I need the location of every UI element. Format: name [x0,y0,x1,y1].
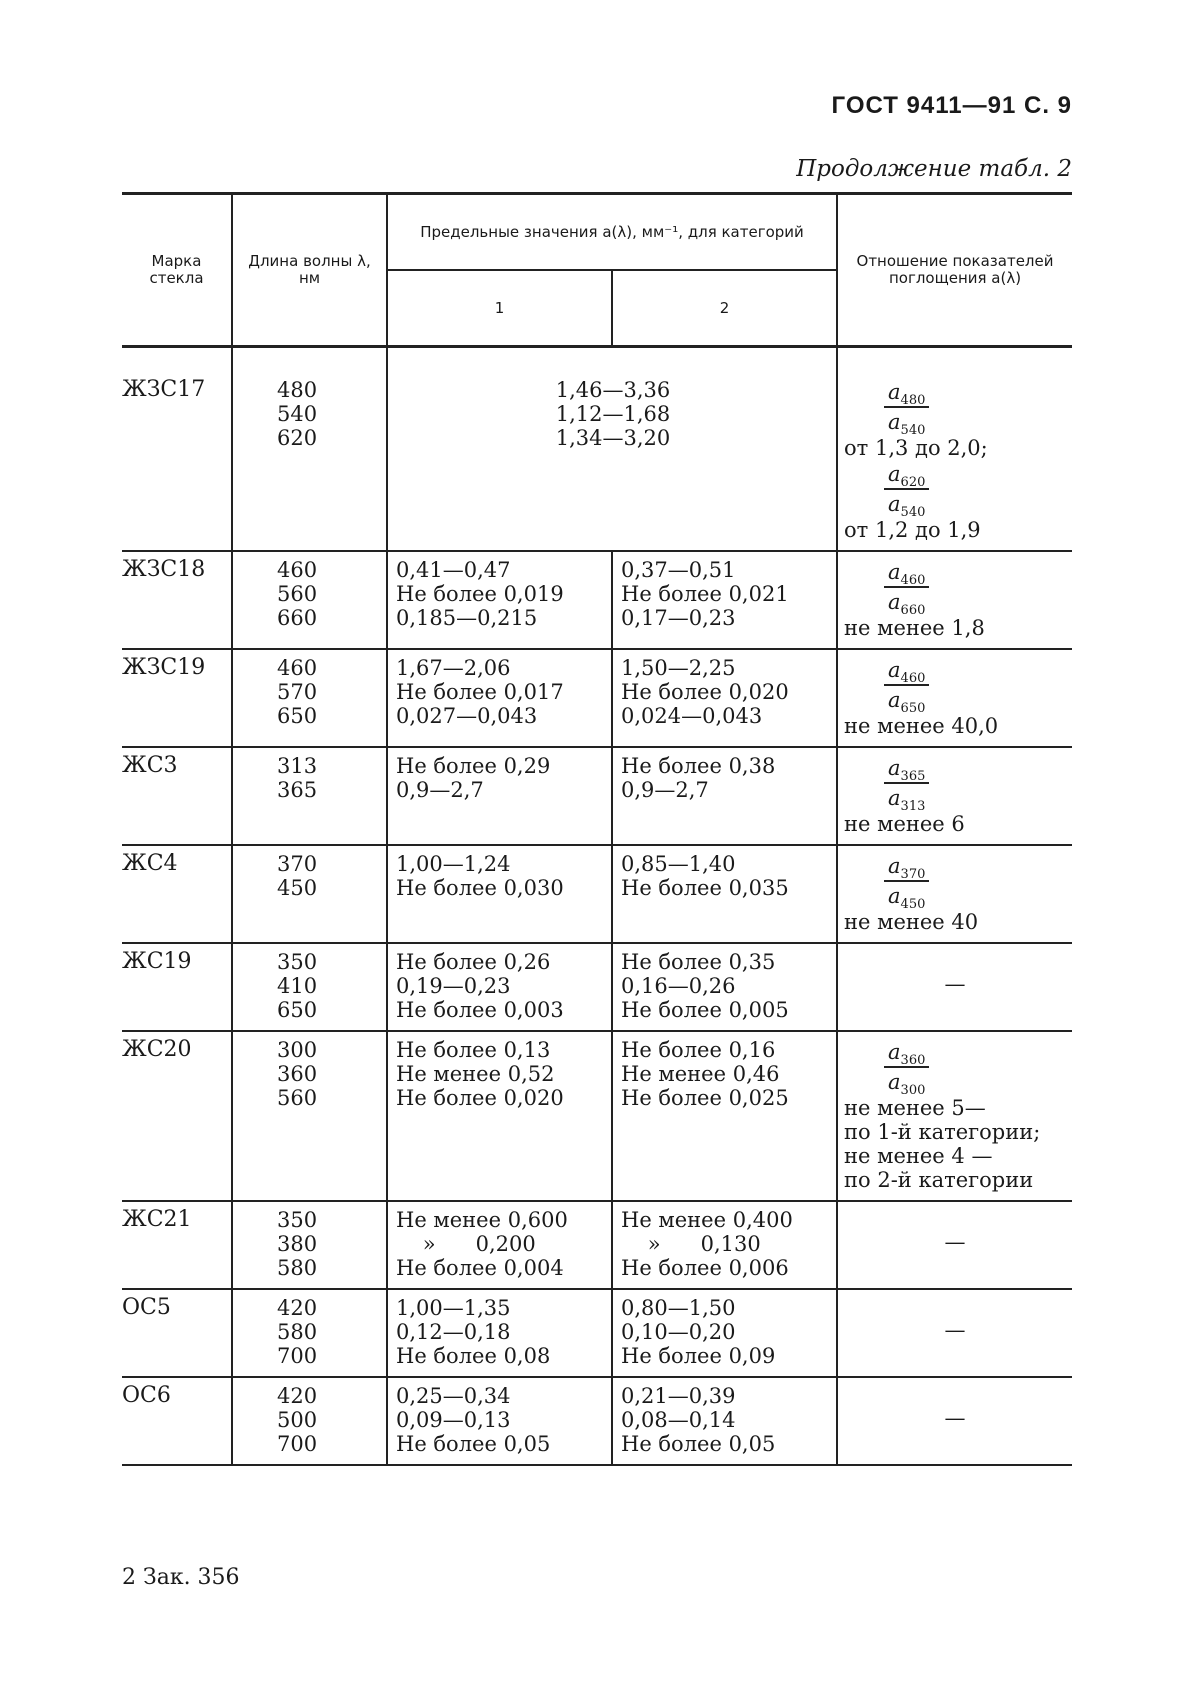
limits-cat1-cell [387,845,612,943]
limits-cat2-cell [612,551,837,649]
limit-value: Не более 0,020 [621,680,789,704]
limits-cat2-cell [612,1289,837,1377]
table-row [122,1289,1072,1377]
wavelength-value: 460 [277,656,318,680]
glass-mark: ЖЗС17 [122,347,232,552]
ratio-denominator [884,588,929,619]
ratio-numerator [884,656,929,686]
wavelength-cell [232,649,387,747]
col-header-cat1: 1 [387,270,612,347]
ratio-text: по 1-й категории; [844,1120,1041,1144]
wavelength-value: 540 [277,402,318,426]
ratio-text: не менее 1,8 [844,616,985,640]
wavelength-value: 620 [277,426,318,450]
limit-value: 0,9—2,7 [621,778,709,802]
limits-cat1-cell [387,649,612,747]
glass-mark: ЖС4 [122,845,232,943]
ratio-numerator [884,378,929,408]
table-row [122,845,1072,943]
col-header-cat2: 2 [612,270,837,347]
wavelength-value: 410 [277,974,318,998]
ratio-text: не менее 6 [844,812,965,836]
limit-value: 0,027—0,043 [396,704,538,728]
ratio-symbol: a [888,688,901,712]
table-row [122,347,1072,552]
limit-value: 0,25—0,34 [396,1384,511,1408]
ratio-subscript: 460 [900,573,926,589]
ratio-fraction [884,852,929,913]
limit-value: Не более 0,29 [396,754,551,778]
document-header: ГОСТ 9411—91 С. 9 [831,92,1072,119]
table-row [122,649,1072,747]
limit-value: Не более 0,09 [621,1344,776,1368]
glass-mark: ОС5 [122,1289,232,1377]
ratio-text: не менее 40 [844,910,979,934]
limit-value: 0,185—0,215 [396,606,538,630]
ratio-text: от 1,3 до 2,0; [844,436,988,460]
limit-value: 0,21—0,39 [621,1384,736,1408]
limits-cat2-cell [612,1031,837,1201]
table-row [122,747,1072,845]
ratio-numerator [884,754,929,784]
ratio-denominator [884,1068,929,1099]
limit-value: Не более 0,13 [396,1038,551,1062]
col-header-ratio: Отношение показателей поглощения a(λ) [837,194,1072,347]
ratio-numerator [884,1038,929,1068]
wavelength-value: 460 [277,558,318,582]
ratio-symbol: a [888,854,901,878]
wavelength-cell [232,551,387,649]
wavelength-value: 350 [277,1208,318,1232]
ratio-cell [837,943,1072,1031]
ratio-subscript: 313 [900,799,926,815]
limits-cat2-cell [612,747,837,845]
table-row [122,1377,1072,1465]
ratio-symbol: a [888,380,901,404]
limits-cat2-cell [612,943,837,1031]
table-row [122,943,1072,1031]
ratio-cell [837,347,1072,552]
wavelength-cell [232,1201,387,1289]
ratio-subscript: 480 [900,393,926,409]
limit-value: Не более 0,05 [621,1432,776,1456]
ratio-symbol: a [888,410,901,434]
limit-value: » 0,200 [396,1232,536,1256]
ratio-symbol: a [888,462,901,486]
wavelength-value: 420 [277,1296,318,1320]
ratio-text: не менее 40,0 [844,714,999,738]
ratio-subscript: 360 [900,1053,926,1069]
limit-value: Не более 0,004 [396,1256,564,1280]
ratio-cell [837,1031,1072,1201]
limit-value: 0,37—0,51 [621,558,736,582]
ratio-subscript: 650 [900,701,926,717]
limit-value: 1,67—2,06 [396,656,511,680]
wavelength-cell [232,845,387,943]
ratio-cell [837,649,1072,747]
wavelength-value: 313 [277,754,318,778]
wavelength-value: 560 [277,582,318,606]
wavelength-value: 450 [277,876,318,900]
ratio-symbol: a [888,786,901,810]
wavelength-value: 650 [277,998,318,1022]
col-header-mark: Марка стекла [122,194,232,347]
ratio-symbol: a [888,658,901,682]
wavelength-value: 380 [277,1232,318,1256]
limit-value: Не менее 0,46 [621,1062,780,1086]
limit-value: Не более 0,021 [621,582,789,606]
ratio-fraction [884,558,929,619]
ratio-symbol: a [888,492,901,516]
limit-value: 0,024—0,043 [621,704,763,728]
limit-value: 0,17—0,23 [621,606,736,630]
glass-mark: ЖЗС18 [122,551,232,649]
limit-value: Не более 0,38 [621,754,776,778]
limit-value: Не более 0,26 [396,950,551,974]
wavelength-value: 370 [277,852,318,876]
table-row [122,1201,1072,1289]
wavelength-value: 500 [277,1408,318,1432]
wavelength-value: 480 [277,378,318,402]
ratio-subscript: 365 [900,769,926,785]
limit-value: 1,12—1,68 [555,402,671,426]
ratio-symbol: a [888,590,901,614]
limit-value: 0,9—2,7 [396,778,484,802]
limit-value: 0,41—0,47 [396,558,511,582]
ratio-fraction [884,378,929,439]
limits-cat1-cell [387,1031,612,1201]
ratio-text: не менее 5— [844,1096,986,1120]
wavelength-value: 560 [277,1086,318,1110]
ratio-cell [837,1377,1072,1465]
ratio-text: от 1,2 до 1,9 [844,518,981,542]
ratio-denominator [884,784,929,815]
limits-cat1-cell [387,1289,612,1377]
limit-value: Не более 0,035 [621,876,789,900]
glass-mark: ЖС20 [122,1031,232,1201]
ratio-fraction [884,656,929,717]
ratio-dash: — [944,972,966,996]
col-header-wavelength: Длина волны λ, нм [232,194,387,347]
ratio-symbol: a [888,560,901,584]
ratio-subscript: 300 [900,1083,926,1099]
limits-cat2-cell [612,1377,837,1465]
glass-mark: ЖС3 [122,747,232,845]
wavelength-value: 360 [277,1062,318,1086]
limits-cat1-cell [387,943,612,1031]
limits-cat2-cell [612,845,837,943]
limit-value: 0,12—0,18 [396,1320,511,1344]
wavelength-value: 700 [277,1344,318,1368]
wavelength-value: 580 [277,1256,318,1280]
limit-value: 1,00—1,35 [396,1296,511,1320]
limit-value: 0,85—1,40 [621,852,736,876]
limits-cat1-cell [387,551,612,649]
limits-cat1-cell [387,747,612,845]
ratio-numerator [884,558,929,588]
ratio-symbol: a [888,884,901,908]
ratio-denominator [884,882,929,913]
limit-value: Не более 0,019 [396,582,564,606]
ratio-cell [837,551,1072,649]
ratio-dash: — [944,1230,966,1254]
limit-value: Не более 0,025 [621,1086,789,1110]
ratio-fraction [884,460,929,521]
limit-value: Не менее 0,52 [396,1062,555,1086]
ratio-denominator [884,686,929,717]
limit-value: Не более 0,35 [621,950,776,974]
limit-value: » 0,130 [621,1232,761,1256]
wavelength-cell [232,1377,387,1465]
ratio-subscript: 540 [900,423,926,439]
glass-mark: ЖС21 [122,1201,232,1289]
limit-value: 1,46—3,36 [555,378,671,402]
ratio-numerator [884,460,929,490]
glass-mark: ЖЗС19 [122,649,232,747]
ratio-symbol: a [888,1070,901,1094]
glass-mark: ОС6 [122,1377,232,1465]
ratio-subscript: 540 [900,505,926,521]
table-continuation-label: Продолжение табл. 2 [796,156,1072,182]
limit-value: Не более 0,003 [396,998,564,1022]
ratio-subscript: 450 [900,897,926,913]
limit-value: 1,00—1,24 [396,852,511,876]
limits-cat1-cell [387,1377,612,1465]
limit-value: 0,09—0,13 [396,1408,511,1432]
ratio-subscript: 460 [900,671,926,687]
limit-value: 1,50—2,25 [621,656,736,680]
limit-value: 1,34—3,20 [555,426,671,450]
ratio-subscript: 660 [900,603,926,619]
wavelength-value: 420 [277,1384,318,1408]
wavelength-value: 700 [277,1432,318,1456]
data-table [122,192,1072,1466]
limit-value: Не менее 0,600 [396,1208,568,1232]
wavelength-cell [232,347,387,552]
ratio-cell [837,845,1072,943]
wavelength-value: 580 [277,1320,318,1344]
ratio-subscript: 620 [900,475,926,491]
limits-cat2-cell [612,649,837,747]
ratio-cell [837,1201,1072,1289]
ratio-text: по 2-й категории [844,1168,1034,1192]
ratio-denominator [884,408,929,439]
wavelength-value: 300 [277,1038,318,1062]
limits-cat1-cell [387,1201,612,1289]
wavelength-value: 650 [277,704,318,728]
absorption-table [122,192,1072,1466]
limits-merged-cell [387,347,837,552]
limit-value: Не более 0,005 [621,998,789,1022]
wavelength-value: 660 [277,606,318,630]
ratio-fraction [884,1038,929,1099]
limit-value: Не более 0,017 [396,680,564,704]
wavelength-cell [232,747,387,845]
ratio-cell [837,747,1072,845]
wavelength-cell [232,1289,387,1377]
limit-value: Не более 0,030 [396,876,564,900]
ratio-denominator [884,490,929,521]
ratio-text: не менее 4 — [844,1144,993,1168]
limit-value: Не более 0,16 [621,1038,776,1062]
ratio-fraction [884,754,929,815]
col-header-limits: Предельные значения a(λ), мм⁻¹, для категорий [387,194,837,271]
limit-value: Не менее 0,400 [621,1208,793,1232]
ratio-dash: — [944,1406,966,1430]
table-row [122,1031,1072,1201]
limit-value: Не более 0,006 [621,1256,789,1280]
ratio-subscript: 370 [900,867,926,883]
ratio-cell [837,1289,1072,1377]
order-footnote: 2 Зак. 356 [122,1565,240,1590]
wavelength-value: 365 [277,778,318,802]
limit-value: 0,10—0,20 [621,1320,736,1344]
wavelength-cell [232,1031,387,1201]
ratio-symbol: a [888,756,901,780]
limit-value: Не более 0,05 [396,1432,551,1456]
ratio-numerator [884,852,929,882]
limit-value: 0,80—1,50 [621,1296,736,1320]
wavelength-cell [232,943,387,1031]
wavelength-value: 570 [277,680,318,704]
ratio-dash: — [944,1318,966,1342]
limit-value: Не более 0,08 [396,1344,551,1368]
limit-value: Не более 0,020 [396,1086,564,1110]
wavelength-value: 350 [277,950,318,974]
limit-value: 0,16—0,26 [621,974,736,998]
limit-value: 0,19—0,23 [396,974,511,998]
ratio-symbol: a [888,1040,901,1064]
table-row [122,551,1072,649]
glass-mark: ЖС19 [122,943,232,1031]
limit-value: 0,08—0,14 [621,1408,736,1432]
limits-cat2-cell [612,1201,837,1289]
table-body [122,347,1072,1466]
